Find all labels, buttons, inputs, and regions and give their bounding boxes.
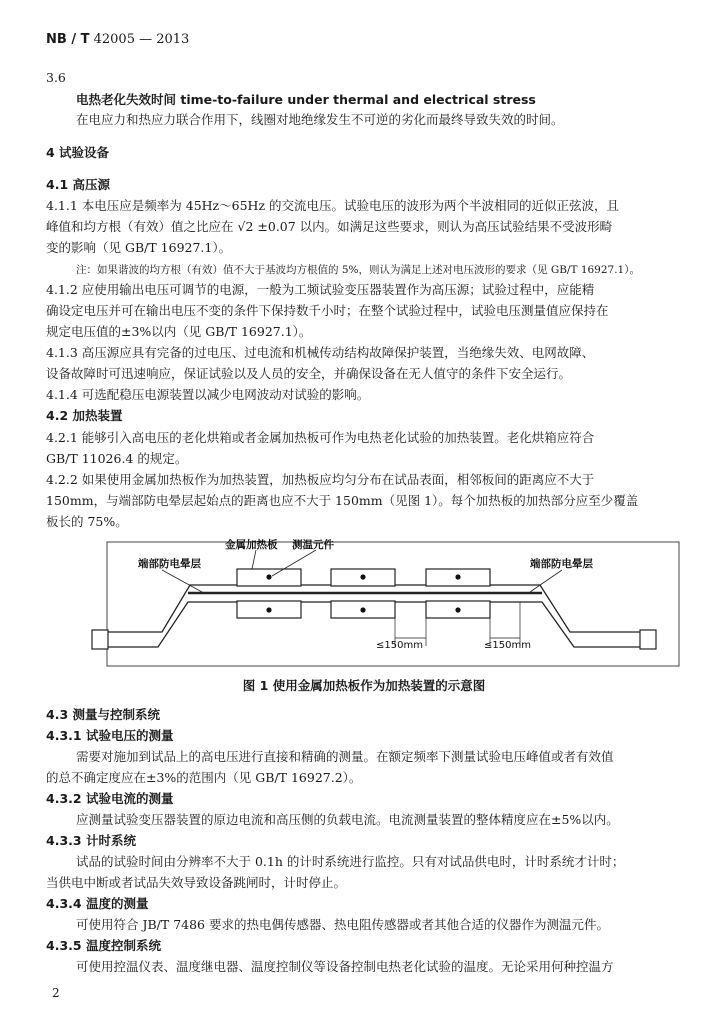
paragraph-line: 试品的试验时间由分辨率不大于 0.1h 的计时系统进行监控。只有对试品供电时，计时系统才计时；	[76, 854, 625, 869]
paragraph-line: 4.2.1 能够引入高电压的老化烘箱或者金属加热板可作为电热老化试验的加热装置。老化烘箱应符合	[46, 430, 595, 445]
paragraph-line: 可使用符合 JB/T 7486 要求的热电偶传感器、热电阻传感器或者其他合适的仪器作为测温元件。	[76, 917, 609, 932]
terminal-left	[92, 630, 108, 649]
term-definition: 在电应力和热应力联合作用下，线圈对地绝缘发生不可逆的劣化而最终导致失效的时间。	[76, 112, 564, 127]
label-heating-plate: 金属加热板	[225, 539, 278, 551]
paragraph-line: 150mm，与端部防电晕层起始点的距离也应不大于 150mm（见图 1）。每个加热板的加热部分应至少覆盖	[46, 493, 639, 508]
temperature-sensor-dot	[455, 607, 460, 612]
label-temperature-sensor: 测温元件	[292, 539, 334, 551]
paragraph-line: 变的影响（见 GB/T 16927.1）。	[46, 240, 232, 255]
paragraph-line: 当供电中断或者试品失效导致设备跳闸时，计时停止。	[46, 875, 347, 890]
leader-line-corona-left	[162, 570, 202, 592]
figure-caption: 图 1 使用金属加热板作为加热装置的示意图	[242, 678, 486, 693]
paragraph-line: 确设定电压并可在输出电压不变的条件下保持数千小时；在整个试验过程中，试验电压测量值应保持在	[46, 303, 609, 318]
paragraph-line: 4.1.3 高压源应具有完备的过电压、过电流和机械传动结构故障保护装置，当绝缘失效、电网故障、	[46, 345, 595, 360]
dimension-label-1: ≤150mm	[376, 640, 423, 651]
clause-heading: 4.3.4 温度的测量	[46, 896, 149, 911]
clause-heading: 4.3.2 试验电流的测量	[46, 791, 174, 806]
subsection-heading: 4.2 加热装置	[46, 408, 123, 423]
temperature-sensor-dot	[360, 607, 365, 612]
subsection-heading: 4.1 高压源	[46, 177, 110, 192]
page-header	[46, 32, 189, 47]
label-corona-layer-right: 端部防电晕层	[530, 558, 593, 570]
term-heading: 电热老化失效时间 time-to-failure under thermal and electrical stress	[76, 92, 536, 107]
temperature-sensor-dot	[360, 574, 365, 579]
temperature-sensor-dot	[266, 607, 271, 612]
temperature-sensor-dot	[266, 574, 271, 579]
paragraph-line: 板长的 75%。	[46, 514, 128, 529]
section-heading: 4 试验设备	[46, 145, 110, 160]
leader-line-plate	[252, 550, 256, 569]
paragraph-line: 的总不确定度应在±3%的范围内（见 GB/T 16927.2）。	[46, 770, 362, 785]
leader-line-corona-right	[530, 570, 562, 592]
clause-number: 3.6	[46, 70, 66, 85]
paragraph-line: 应测量试验变压器装置的原边电流和高压侧的负载电流。电流测量装置的整体精度应在±5%以内。	[76, 812, 619, 827]
paragraph-line: 4.1.4 可选配稳压电源装置以减少电网波动对试验的影响。	[46, 387, 370, 402]
clause-heading: 4.3.5 温度控制系统	[46, 938, 161, 953]
standard-code: NB / T	[46, 32, 90, 47]
paragraph-line: 需要对施加到试品上的高电压进行直接和精确的测量。在额定频率下测量试验电压峰值或者有效值	[76, 749, 614, 764]
temperature-sensor-dot	[455, 574, 460, 579]
heating-plate-diagram	[0, 530, 728, 676]
paragraph-line: 规定电压值的±3%以内（见 GB/T 16927.1）。	[46, 324, 312, 339]
clause-heading: 4.3.3 计时系统	[46, 833, 136, 848]
paragraph-line: 可使用控温仪表、温度继电器、温度控制仪等设备控制电热老化试验的温度。无论采用何种控温方	[76, 959, 614, 974]
paragraph-line: 峰值和均方根（有效）值之比应在 √2 ±0.07 以内。如满足这些要求，则认为高压试验结果不受波形畸	[46, 219, 613, 234]
note-line: 注：如果谐波的均方根（有效）值不大于基波均方根值的 5%，则认为满足上述对电压波形的要求（见 GB/T 16927.1）。	[76, 264, 640, 276]
paragraph-line: 4.2.2 如果使用金属加热板作为加热装置，加热板应均匀分布在试品表面，相邻板间的距离应不大于	[46, 472, 595, 487]
paragraph-line: 设备故障时可迅速响应，保证试验以及人员的安全，并确保设备在无人值守的条件下安全运行。	[46, 366, 572, 381]
terminal-right	[640, 630, 656, 649]
clause-heading: 4.3.1 试验电压的测量	[46, 728, 174, 743]
standard-number: 42005 — 2013	[93, 32, 190, 47]
paragraph-line: 4.1.1 本电压应是频率为 45Hz～65Hz 的交流电压。试验电压的波形为两个半波相同的近似正弦波，且	[46, 198, 620, 213]
subsection-heading: 4.3 测量与控制系统	[46, 707, 160, 722]
dimension-label-2: ≤150mm	[484, 640, 531, 651]
label-corona-layer-left: 端部防电晕层	[138, 558, 201, 570]
paragraph-line: 4.1.2 应使用输出电压可调节的电源，一般为工频试验变压器装置作为高压源；试验过程中，应能精	[46, 282, 595, 297]
paragraph-line: GB/T 11026.4 的规定。	[46, 451, 188, 466]
page-number: 2	[52, 986, 60, 1000]
